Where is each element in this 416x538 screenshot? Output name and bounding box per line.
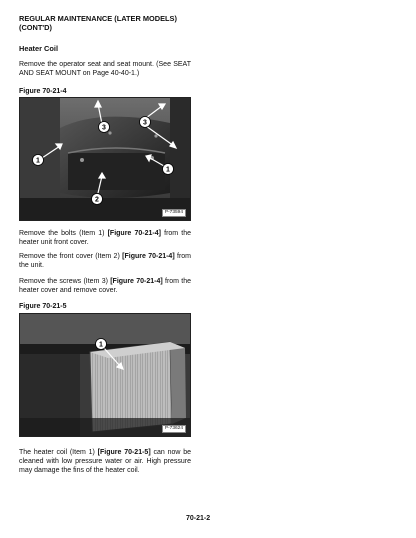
- step-3-text: Remove the screws (Item 3): [19, 278, 111, 285]
- figure-2-label: Figure 70-21-5: [19, 303, 67, 310]
- figure-1-photo-number: P-73594: [162, 209, 186, 217]
- section-header: [19, 15, 191, 33]
- step-1-paragraph: [19, 230, 191, 248]
- step-3-figure-ref: [Figure 70-21-4]: [110, 278, 163, 285]
- callout-3-left: 3: [102, 124, 106, 132]
- figure-2-illustration: [20, 314, 191, 437]
- step-2-text-end: from the unit.: [19, 253, 192, 269]
- final-paragraph: [19, 449, 191, 475]
- step-1-text: Remove the bolts (Item 1): [19, 230, 108, 237]
- callout-1-right: 1: [166, 166, 170, 174]
- step-3-paragraph: [19, 278, 191, 296]
- step-2-figure-ref: [Figure 70-21-4]: [122, 253, 175, 260]
- figure-2-callouts: [96, 339, 107, 350]
- step-1-text-end: from the heater unit front cover.: [19, 230, 192, 246]
- step-2-text: Remove the front cover (Item 2): [19, 253, 123, 260]
- final-figure-ref: [Figure 70-21-5]: [97, 449, 151, 456]
- page-number: 70-21-2: [186, 515, 211, 522]
- callout-1: 1: [99, 341, 103, 349]
- callout-1-left: 1: [36, 157, 40, 165]
- header-line-1: REGULAR MAINTENANCE (LATER MODELS): [19, 14, 177, 23]
- header-line-2: (CONT'D): [19, 22, 52, 32]
- step-3-text-end: from the heater cover and remove cover.: [19, 278, 192, 294]
- intro-paragraph: Remove the operator seat and seat mount. (See SEAT AND SEAT MOUNT on Page 40-40-1.): [19, 61, 191, 77]
- callout-3-right: 3: [143, 119, 147, 127]
- final-text-end: can now be cleaned with low pressure water or air. High pressure may damage the fins of the heater coil.: [19, 449, 192, 474]
- figure-1-illustration: [20, 98, 191, 221]
- figure-1-photo: [19, 97, 191, 221]
- figure-1-label: Figure 70-21-4: [19, 88, 67, 95]
- final-text: The heater coil (Item 1): [19, 449, 98, 456]
- step-2-paragraph: [19, 253, 191, 271]
- section-title: Heater Coil: [19, 44, 59, 53]
- step-1-figure-ref: [Figure 70-21-4]: [107, 230, 161, 237]
- callout-2: 2: [95, 196, 99, 204]
- figure-2-photo: [19, 313, 191, 437]
- figure-2-photo-number: P-73624: [162, 425, 186, 433]
